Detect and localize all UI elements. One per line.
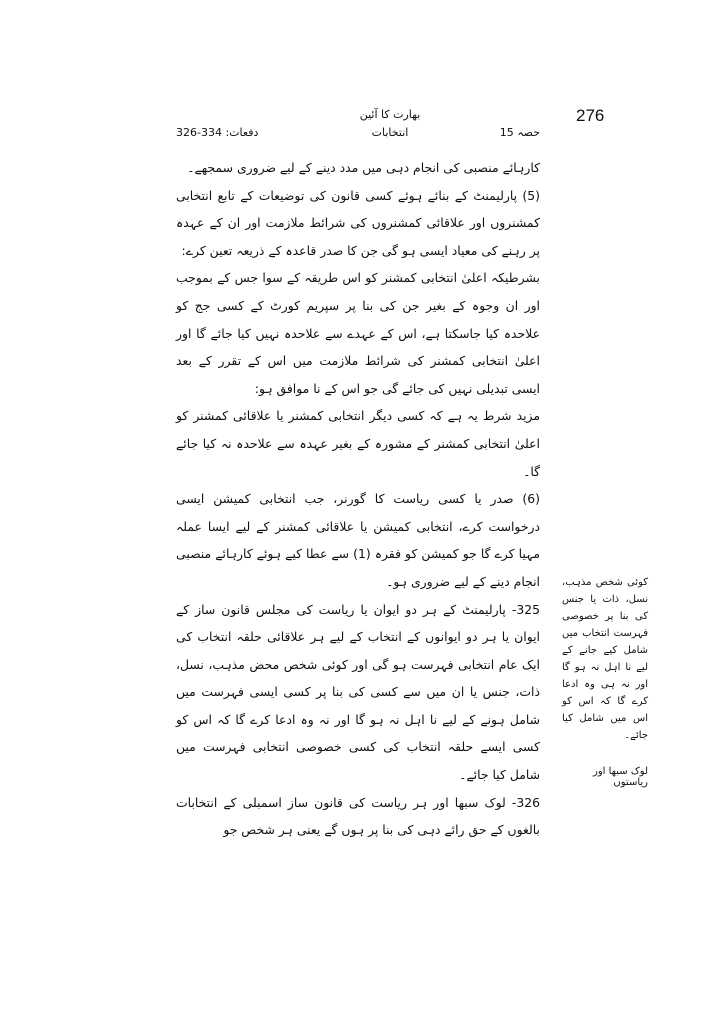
paragraph: (5) پارلیمنٹ کے بنائے ہوئے کسی قانون کی توضیعات کے تابع انتخابی کمشنروں اور علاقائی کمشنروں کی شرائط ملازمت اور ان کے عہدہ پر رہنے کی معیاد ایسی ہو گی جن کا صدر قاعدہ کے ذریعہ تعین کرے:	[176, 187, 540, 258]
paragraph: مزید شرط یہ ہے کہ کسی دیگر انتخابی کمشنر یا علاقائی کمشنر کو اعلیٰ انتخابی کمشنر کے مشورہ کے بغیر عہدہ سے علاحدہ نہ کیا جائے گا۔	[176, 408, 540, 479]
page-number: 276	[576, 106, 605, 125]
margin-notes	[562, 574, 648, 744]
paragraph: 325- پارلیمنٹ کے ہر دو ایوان یا ریاست کی مجلس قانون ساز کے ایوان یا ہر دو ایوانوں کے انتخاب کے لیے ہر علاقائی حلقہ انتخاب کی ایک عام انتخابی فہرست ہو گی اور کوئی شخص محض مذہب، نسل، ذات، جنس یا ان میں سے کسی کی بنا پر کسی ایسی فہرست میں شامل ہونے کے لیے نا اہل نہ ہو گا اور نہ وہ ادعا کرے گا کہ اس کو کسی ایسے حلقہ انتخاب کی کسی خصوصی انتخابی فہرست میں شامل کیا جائے۔	[176, 601, 540, 783]
part-label: حصہ 15	[499, 126, 540, 139]
paragraph: (6) صدر یا کسی ریاست کا گورنر، جب انتخابی کمیشن ایسی درخواست کرے، انتخابی کمیشن یا علاقائی کمشنر کے لیے ایسا عملہ مہیا کرے گا جو کمیشن کو فقرہ (1) سے عطا کیے ہوئے کارہائے منصبی انجام دینے کے لیے ضروری ہو۔	[176, 491, 540, 589]
paragraph: بشرطیکہ اعلیٰ انتخابی کمشنر کو اس طریقہ کے سوا جس کے بموجب اور ان وجوہ کے بغیر جن کی بنا پر سپریم کورٹ کے کسی جج کو علاحدہ کیا جاسکتا ہے، اس کے عہدے سے علاحدہ نہیں کیا جائے گا اور اعلیٰ انتخابی کمشنر کی شرائط ملازمت میں اس کے تقرر کے بعد ایسی تبدیلی نہیں کی جائے گی جو اس کے نا موافق ہو:	[176, 270, 540, 396]
margin-note: کوئی شخص مذہب، نسل، ذات یا جنس کی بنا پر خصوصی فہرست انتخاب میں شامل کیے جانے کے لیے نا اہل نہ ہو گا اور نہ ہی وہ ادعا کرے گا کہ اس کو اس میں شامل کیا جائے۔	[562, 577, 648, 741]
paragraph: 326- لوک سبھا اور ہر ریاست کی قانون ساز اسمبلی کے انتخابات بالغوں کے حق رائے دہی کی بنا پر ہوں گے یعنی ہر شخص جو	[176, 794, 540, 838]
paragraph: کارہائے منصبی کی انجام دہی میں مدد دینے کے لیے ضروری سمجھے۔	[187, 160, 540, 175]
margin-note: لوک سبھا اور ریاستوں	[592, 766, 648, 788]
clauses-label: دفعات: 334-326	[176, 126, 259, 139]
main-text	[176, 154, 540, 844]
book-title: بھارت کا آئین	[359, 108, 421, 121]
part-title: انتخابات	[371, 126, 409, 139]
